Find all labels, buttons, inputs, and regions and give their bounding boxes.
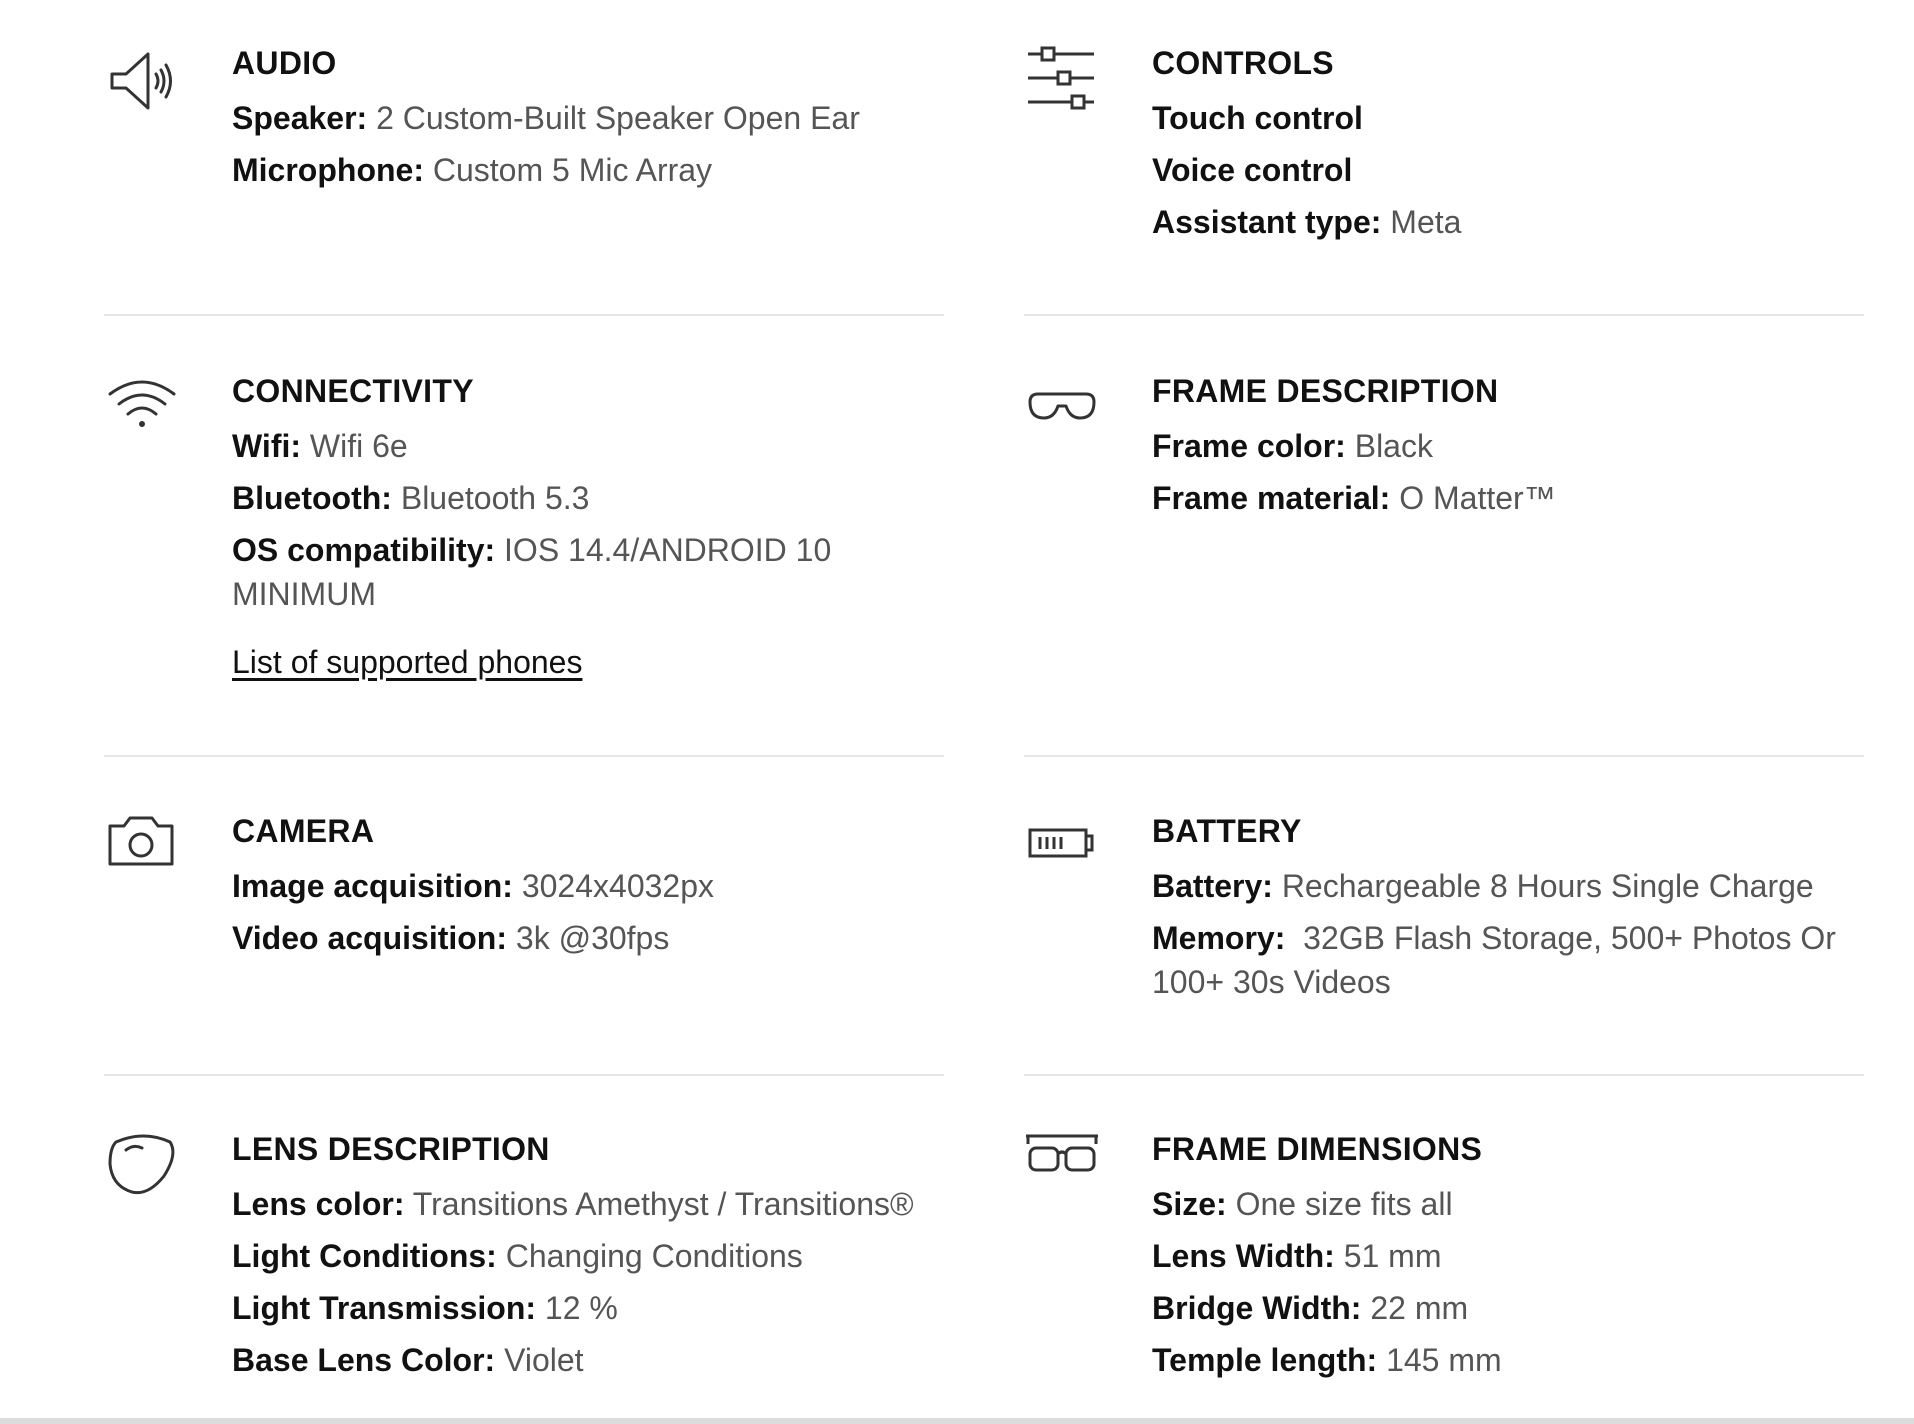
spec-value: Meta: [1390, 204, 1462, 240]
spec-value: O Matter™: [1399, 480, 1556, 516]
divider: [1024, 755, 1864, 757]
spec-row-microphone: [232, 148, 860, 192]
spec-label: Lens Width:: [1152, 1238, 1335, 1274]
spec-value: 145 mm: [1386, 1342, 1502, 1378]
spec-value: Rechargeable 8 Hours Single Charge: [1281, 868, 1814, 904]
spec-label: Battery:: [1152, 868, 1273, 904]
spec-row-temple-length: [1152, 1338, 1502, 1382]
spec-label: Image acquisition:: [232, 868, 513, 904]
spec-value: 2 Custom-Built Speaker Open Ear: [376, 100, 860, 136]
spec-value: 32GB Flash Storage, 500+ Photos Or 100+ 30s Videos: [1152, 920, 1836, 1000]
glasses-front-icon: [1024, 1130, 1104, 1210]
spec-value: Transitions Amethyst / Transitions®: [412, 1186, 914, 1222]
lens-icon: [104, 1130, 184, 1210]
spec-value: 22 mm: [1370, 1290, 1469, 1326]
section-title: CONTROLS: [1152, 45, 1334, 81]
spec-row-speaker: [232, 96, 860, 140]
spec-label: Frame material:: [1152, 480, 1391, 516]
spec-label: Bluetooth:: [232, 480, 392, 516]
divider: [104, 755, 944, 757]
section-content: [1152, 1130, 1502, 1390]
spec-row-bluetooth: [232, 476, 944, 520]
spec-row-video-acquisition: [232, 916, 714, 960]
spec-value: Custom 5 Mic Array: [432, 152, 713, 188]
section-title: CONNECTIVITY: [232, 373, 474, 409]
spec-value: Wifi 6e: [309, 428, 408, 464]
section-title: LENS DESCRIPTION: [232, 1131, 550, 1167]
spec-value: 3024x4032px: [521, 868, 714, 904]
spec-label: Touch control: [1152, 100, 1363, 136]
section-content: [232, 44, 860, 200]
speaker-icon: [104, 44, 184, 124]
divider: [104, 1074, 944, 1076]
divider: [1024, 314, 1864, 316]
spec-row-light-transmission: [232, 1286, 952, 1330]
spec-row-base-lens-color: [232, 1338, 952, 1382]
spec-label: Memory:: [1152, 920, 1286, 956]
divider: [104, 314, 944, 316]
section-title: FRAME DESCRIPTION: [1152, 373, 1499, 409]
spec-row-image-acquisition: [232, 864, 714, 908]
spec-label: Frame color:: [1152, 428, 1346, 464]
camera-icon: [104, 812, 184, 892]
spec-value: 51 mm: [1343, 1238, 1442, 1274]
spec-label: Lens color:: [232, 1186, 405, 1222]
battery-icon: [1024, 812, 1104, 892]
spec-row-voice-control: [1152, 148, 1461, 192]
section-content: [232, 812, 714, 968]
spec-row-memory: [1152, 916, 1872, 1004]
spec-row-os-compatibility: [232, 528, 852, 616]
spec-row-frame-material: [1152, 476, 1556, 520]
section-content: [1152, 812, 1872, 1012]
spec-label: Voice control: [1152, 152, 1353, 188]
section-title: AUDIO: [232, 45, 337, 81]
spec-value: 12 %: [544, 1290, 618, 1326]
spec-value: IOS 14.4/ANDROID 10 MINIMUM: [232, 532, 832, 612]
spec-label: OS compatibility:: [232, 532, 496, 568]
section-content: [232, 1130, 952, 1390]
spec-label: Light Transmission:: [232, 1290, 537, 1326]
section-title: BATTERY: [1152, 813, 1302, 849]
spec-row-size: [1152, 1182, 1502, 1226]
section-title: FRAME DIMENSIONS: [1152, 1131, 1483, 1167]
glasses-side-icon: [1024, 372, 1104, 452]
spec-value: Violet: [504, 1342, 584, 1378]
spec-row-assistant-type: [1152, 200, 1461, 244]
divider: [1024, 1074, 1864, 1076]
spec-row-touch-control: [1152, 96, 1461, 140]
spec-row-bridge-width: [1152, 1286, 1502, 1330]
spec-row-battery: [1152, 864, 1872, 908]
section-content: [1152, 44, 1461, 252]
spec-label: Bridge Width:: [1152, 1290, 1362, 1326]
spec-row-frame-color: [1152, 424, 1556, 468]
spec-value: Black: [1354, 428, 1433, 464]
spec-value: One size fits all: [1235, 1186, 1453, 1222]
spec-row-light-conditions: [232, 1234, 952, 1278]
spec-label: Speaker:: [232, 100, 368, 136]
supported-phones-link[interactable]: List of supported phones: [232, 644, 583, 680]
spec-label: Assistant type:: [1152, 204, 1382, 240]
spec-row-lens-color: [232, 1182, 952, 1226]
spec-label: Temple length:: [1152, 1342, 1378, 1378]
spec-label: Video acquisition:: [232, 920, 507, 956]
spec-label: Microphone:: [232, 152, 424, 188]
spec-label: Light Conditions:: [232, 1238, 497, 1274]
section-content: [232, 372, 944, 684]
sliders-icon: [1024, 44, 1104, 124]
spec-label: Size:: [1152, 1186, 1227, 1222]
section-title: CAMERA: [232, 813, 375, 849]
spec-label: Wifi:: [232, 428, 302, 464]
spec-label: Base Lens Color:: [232, 1342, 496, 1378]
spec-value: Changing Conditions: [505, 1238, 803, 1274]
wifi-icon: [104, 372, 184, 452]
section-content: [1152, 372, 1556, 528]
spec-row-lens-width: [1152, 1234, 1502, 1278]
spec-row-wifi: [232, 424, 944, 468]
spec-value: 3k @30fps: [515, 920, 670, 956]
spec-value: Bluetooth 5.3: [400, 480, 590, 516]
bottom-edge: [0, 1418, 1914, 1424]
